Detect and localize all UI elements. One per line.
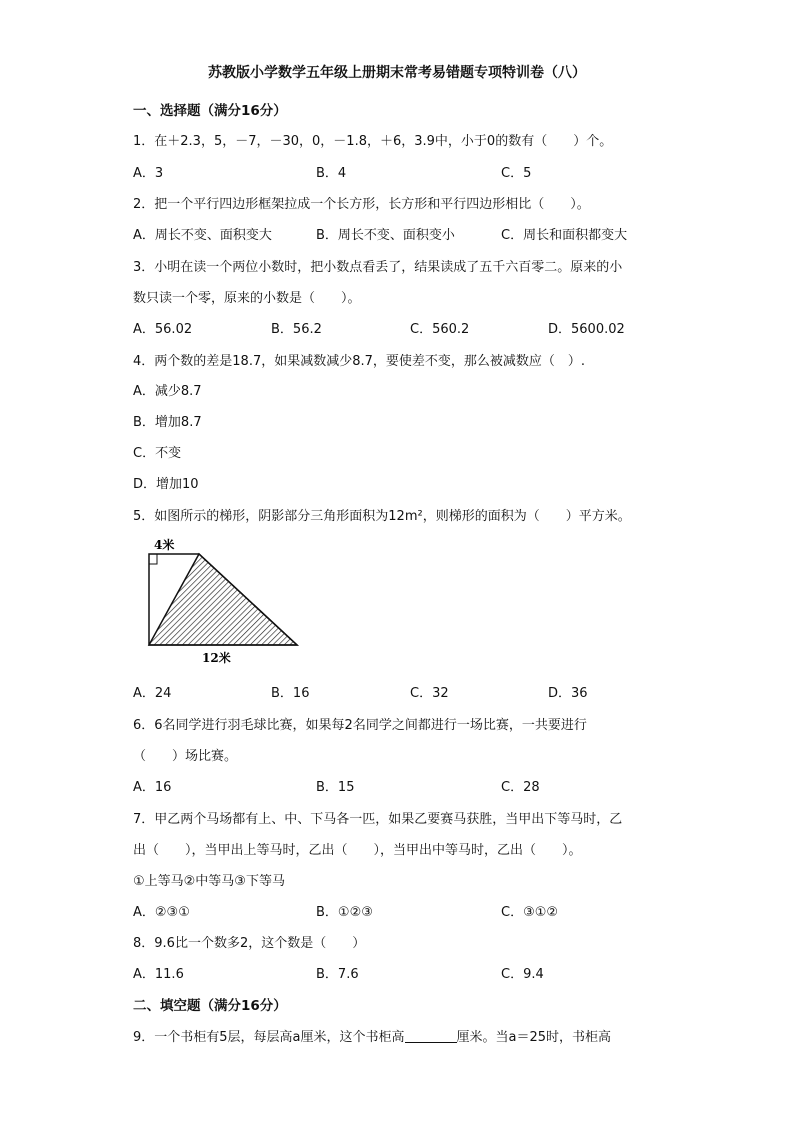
option-a: A．11.6: [133, 967, 184, 982]
option-a: A．周长不变、面积变大: [133, 228, 272, 243]
option-d: D．36: [548, 686, 588, 701]
option-a: A．16: [133, 780, 172, 795]
option-b: B．①②③: [316, 905, 373, 920]
question-1: 1．在＋2.3，5，－7，－30，0，－1.8，＋6，3.9中，小于0的数有（ ）个。: [133, 134, 613, 149]
question-7-legend: ①上等马②中等马③下等马: [133, 874, 285, 889]
question-9-text-a: 9．一个书柜有5层，每层高a厘米，这个书柜高: [133, 1030, 405, 1045]
shaded-triangle: [149, 554, 297, 645]
option-c: C．周长和面积都变大: [501, 228, 628, 243]
option-b: B．16: [271, 686, 310, 701]
page-title: 苏教版小学数学五年级上册期末常考易错题专项特训卷（八）: [208, 65, 586, 81]
question-2: 2．把一个平行四边形框架拉成一个长方形，长方形和平行四边形相比（ ）。: [133, 197, 590, 212]
question-6-line-2: （ ）场比赛。: [133, 749, 238, 764]
top-base-label: 4米: [154, 538, 175, 552]
question-4-option-b: B．增加8.7: [133, 415, 202, 430]
question-7-line-2: 出（ ），当甲出上等马时，乙出（ ），当甲出中等马时，乙出（ ）。: [133, 843, 582, 858]
option-b: B．15: [316, 780, 355, 795]
option-a: A．3: [133, 166, 164, 181]
question-4-option-a: A．减少8.7: [133, 384, 202, 399]
option-d: D．5600.02: [548, 322, 625, 337]
option-c: C．5: [501, 166, 532, 181]
trapezoid-figure: [140, 534, 305, 668]
option-b: B．4: [316, 166, 347, 181]
question-7-line-1: 7．甲乙两个马场都有上、中、下马各一匹，如果乙要赛马获胜，当甲出下等马时，乙: [133, 812, 623, 827]
section-heading-choice: 一、选择题（满分16分）: [133, 103, 287, 119]
answer-blank[interactable]: [405, 1029, 457, 1043]
right-angle-mark: [149, 554, 157, 564]
option-b: B．7.6: [316, 967, 359, 982]
option-b: B．周长不变、面积变小: [316, 228, 455, 243]
question-8: 8．9.6比一个数多2，这个数是（ ）: [133, 936, 366, 951]
option-a: A．②③①: [133, 905, 190, 920]
option-c: C．32: [410, 686, 449, 701]
question-4: 4．两个数的差是18.7，如果减数减少8.7，要使差不变，那么被减数应（ ）.: [133, 354, 586, 369]
option-c: C．9.4: [501, 967, 544, 982]
question-3-line-2: 数只读一个零，原来的小数是（ ）。: [133, 291, 361, 306]
option-a: A．24: [133, 686, 172, 701]
option-b: B．56.2: [271, 322, 322, 337]
bottom-base-label: 12米: [202, 651, 231, 665]
option-c: C．③①②: [501, 905, 559, 920]
option-c: C．560.2: [410, 322, 470, 337]
question-9: [133, 1026, 611, 1045]
question-6-line-1: 6．6名同学进行羽毛球比赛，如果每2名同学之间都进行一场比赛，一共要进行: [133, 718, 587, 733]
option-a: A．56.02: [133, 322, 193, 337]
question-4-option-c: C．不变: [133, 446, 182, 461]
option-c: C．28: [501, 780, 540, 795]
question-4-option-d: D．增加10: [133, 477, 199, 492]
question-3-line-1: 3．小明在读一个两位小数时，把小数点看丢了，结果读成了五千六百零二。原来的小: [133, 260, 623, 275]
question-9-text-b: 厘米。当a＝25时，书柜高: [456, 1030, 612, 1045]
section-heading-fill: 二、填空题（满分16分）: [133, 998, 287, 1014]
question-5: 5．如图所示的梯形，阴影部分三角形面积为12m²，则梯形的面积为（ ）平方米。: [133, 509, 631, 524]
